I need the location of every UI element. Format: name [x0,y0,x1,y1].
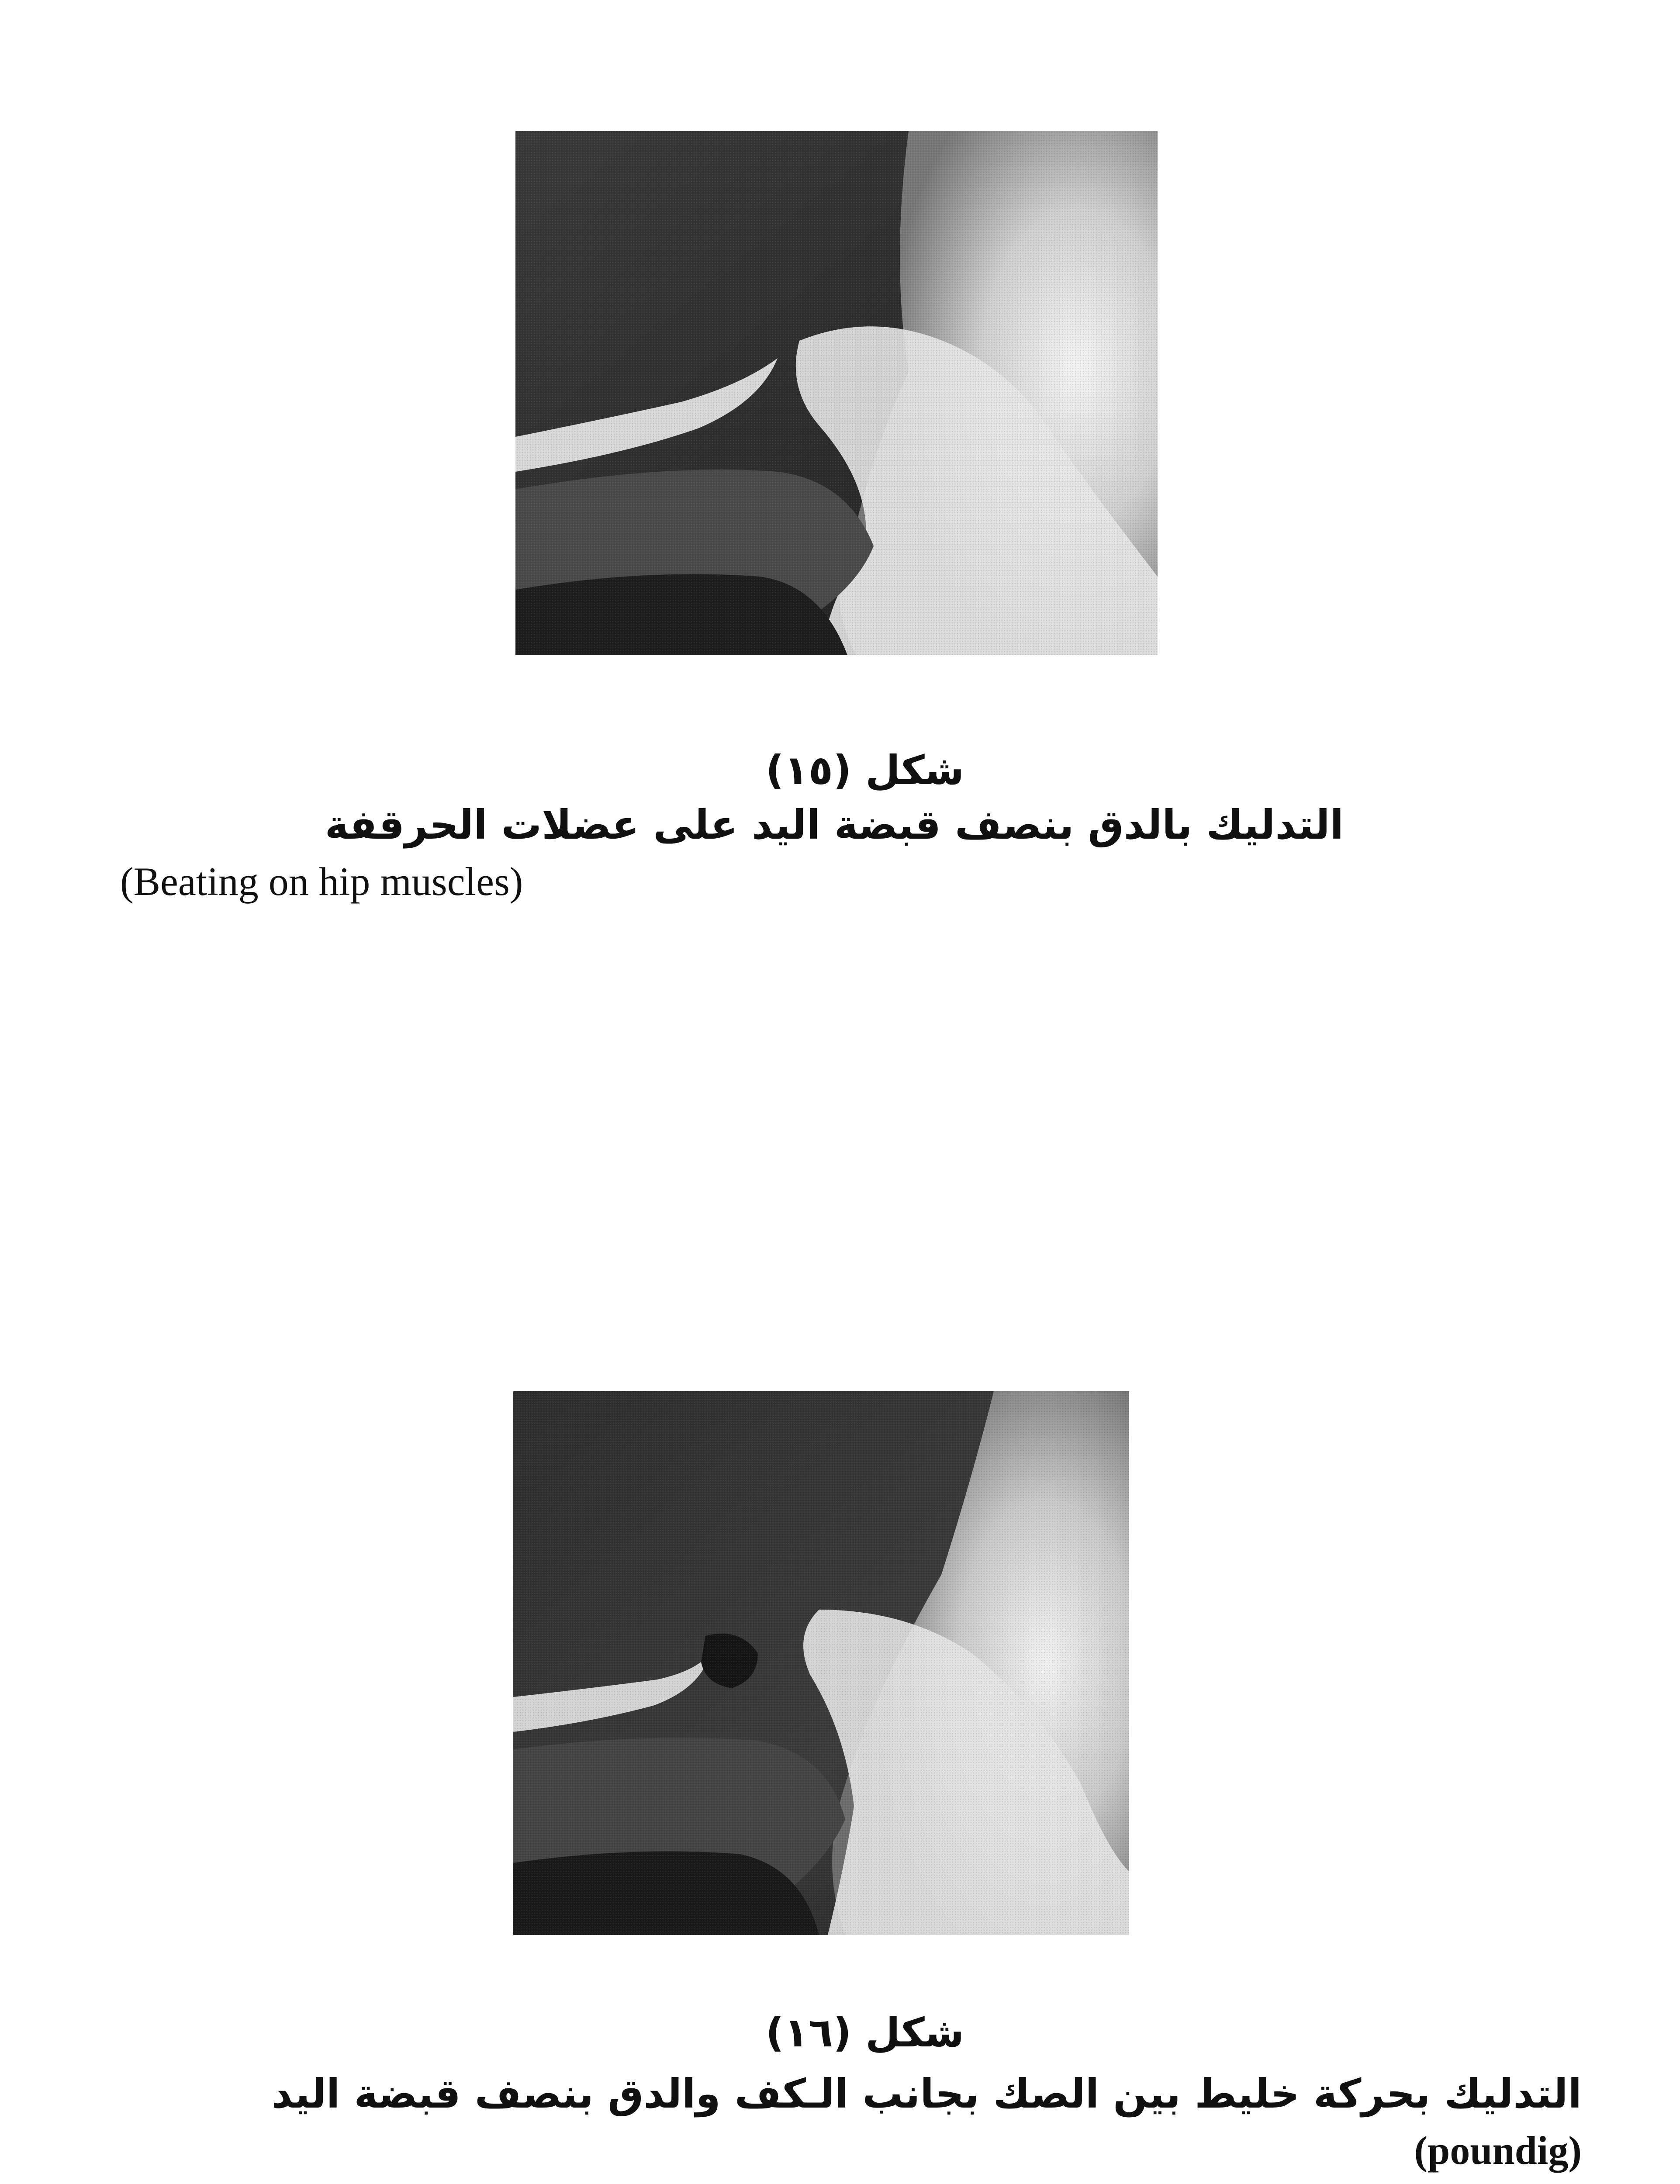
figure-15-photo [515,131,1158,655]
figure-16-photo [513,1391,1129,1935]
figure-16-caption-arabic: التدليك بحركة خليط بين الصك بجانب الـكف والدق بنصف قبضة اليد [271,2070,1582,2117]
figure-15-number-label: شكل (١٥) [765,747,964,794]
figure-16-caption-english: (poundig) [1414,2128,1582,2173]
figure-16-number-label: شكل (١٦) [765,2009,964,2056]
figure-15-caption-arabic: التدليك بالدق بنصف قبضة اليد على عضلات الحرقفة [325,802,1344,848]
figure-15-caption-english: (Beating on hip muscles) [120,859,523,904]
